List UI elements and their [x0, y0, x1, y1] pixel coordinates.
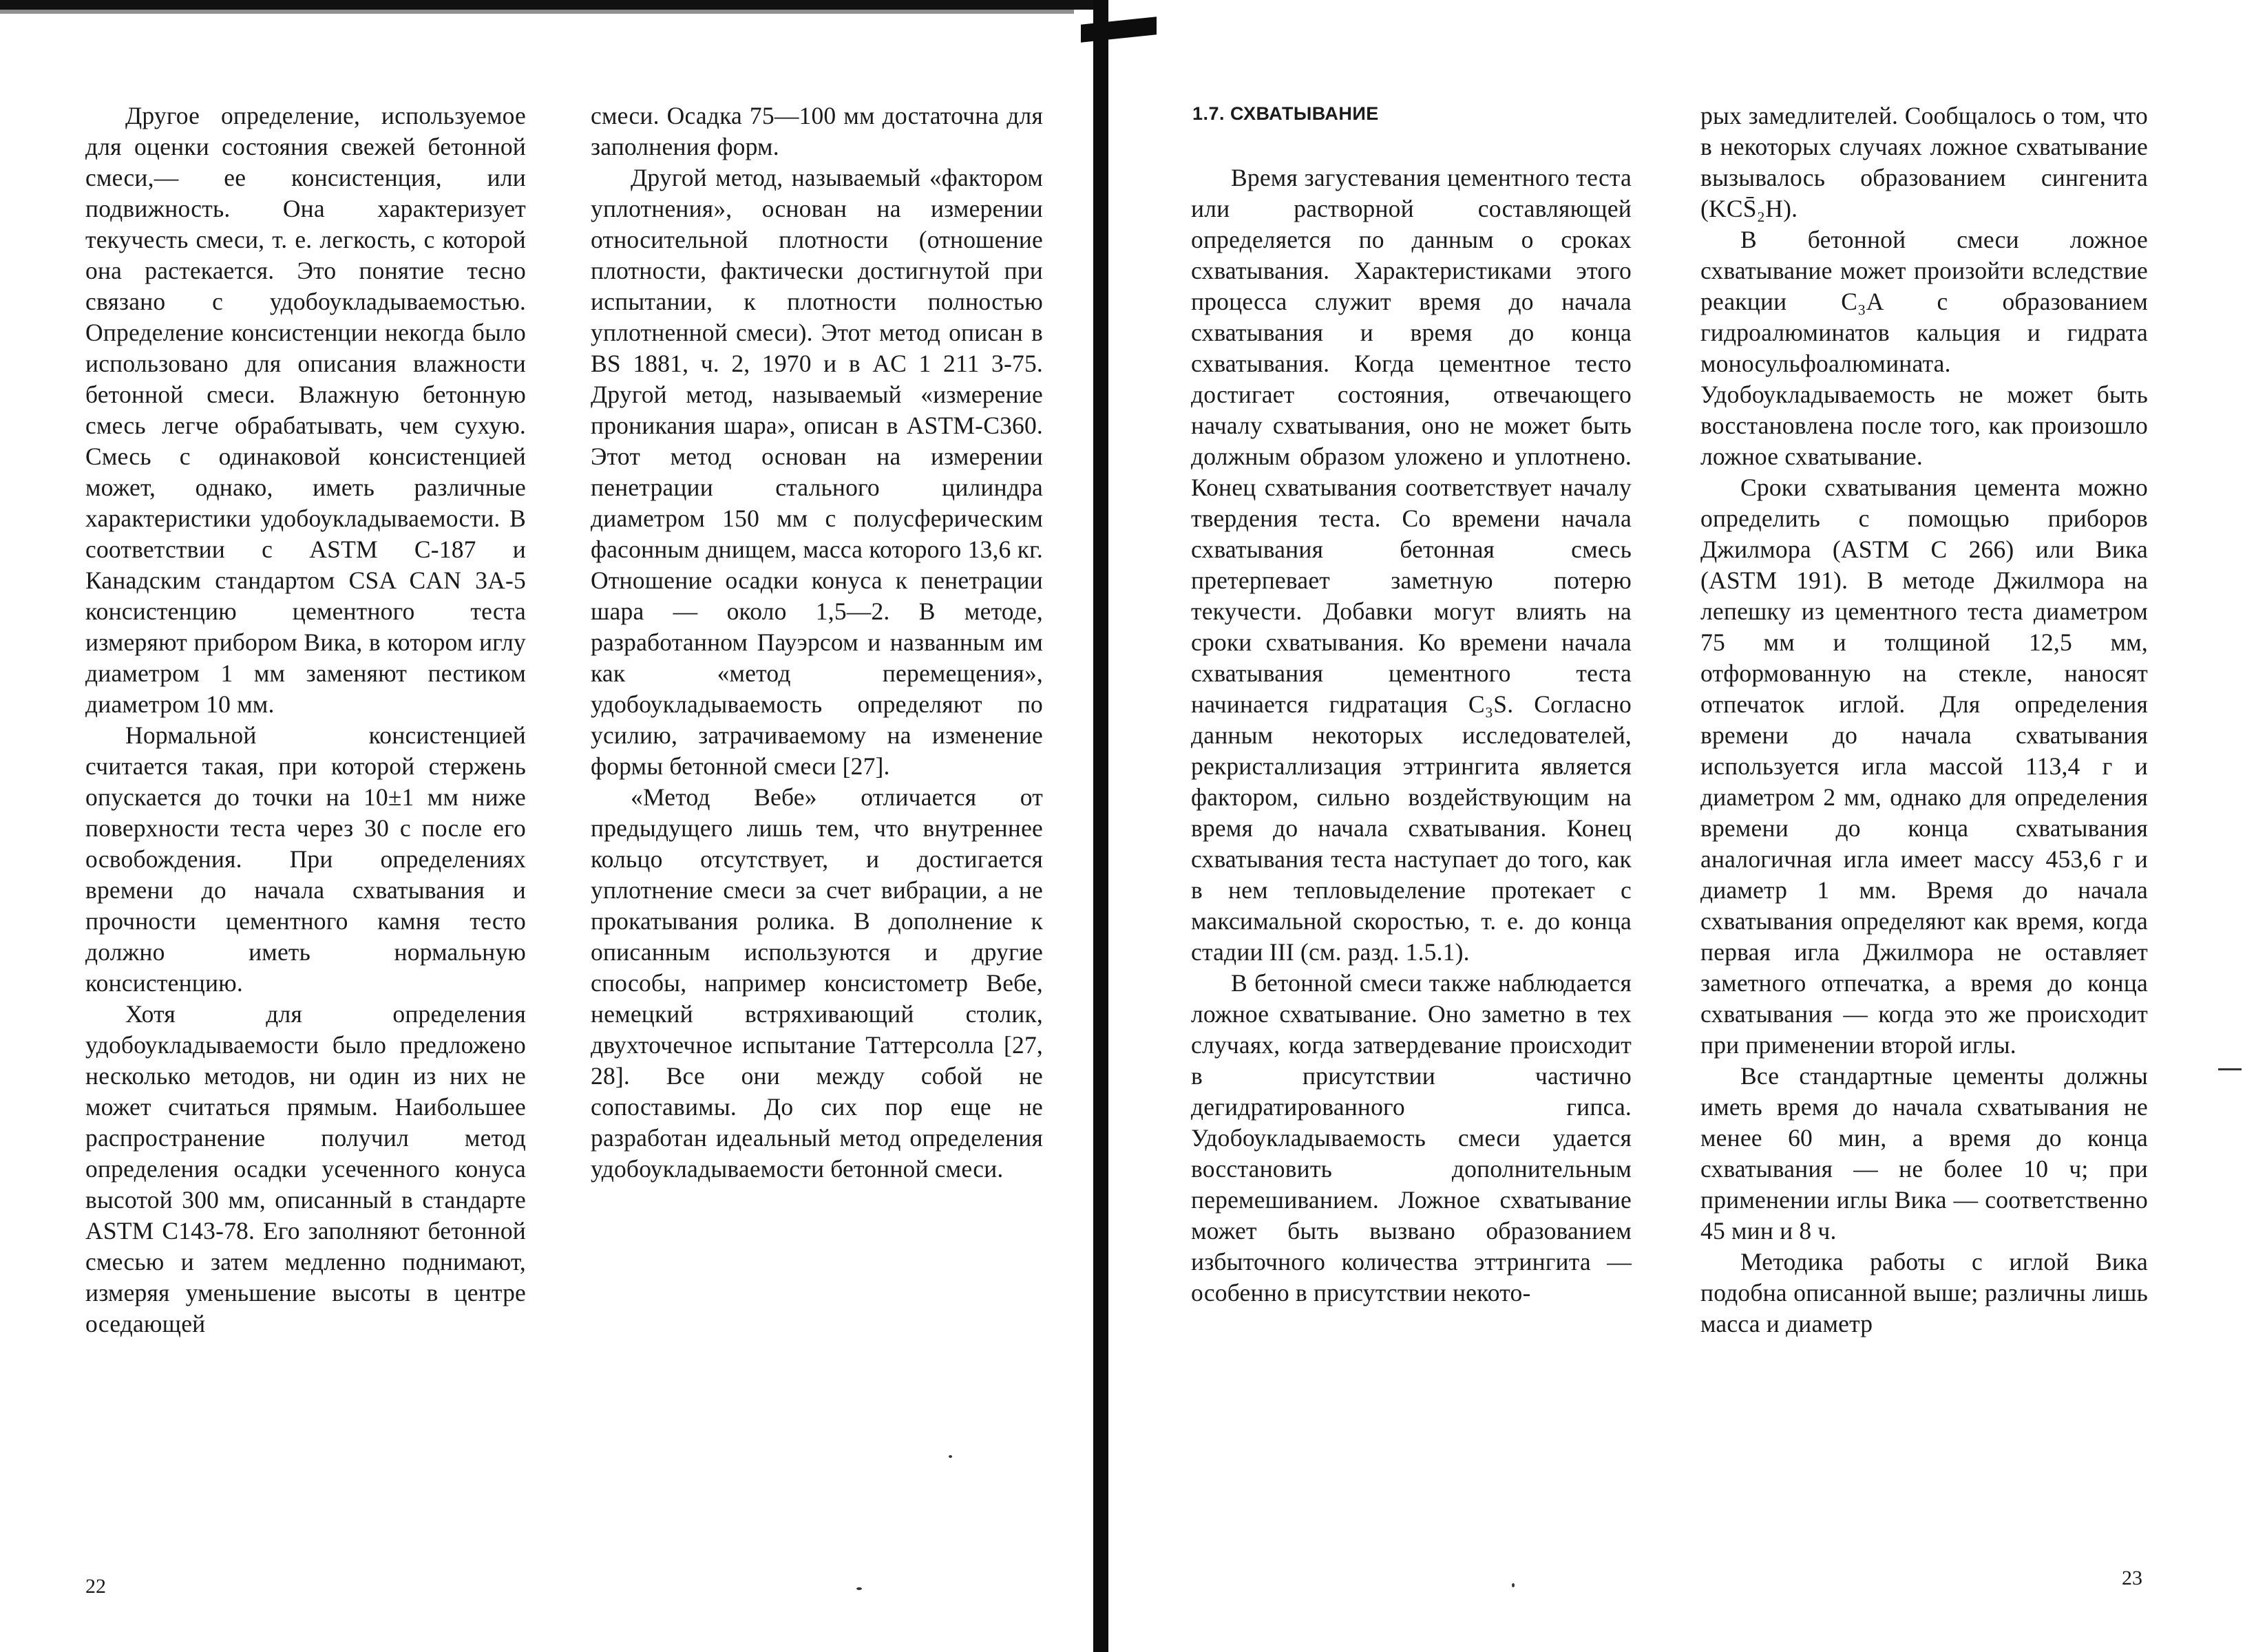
- paragraph: Все стандартные цементы должны иметь время до начала схватывания не менее 60 мин, а время до конца схватывания — не более 10 ч; при применении иглы Вика — соответственно 45 мин и 8 ч.: [1700, 1062, 2148, 1245]
- paragraph: Методика работы с иглой Вика подобна описанной выше; различны лишь масса и диаметр: [1700, 1248, 2148, 1337]
- paragraph: Нормальной консистенцией считается такая, при которой стержень опускается до точки на 10±1 мм ниже поверхности теста через 30 с после его освобождения. При определениях времени до начала схватывания и прочности цементного камня тесто должно иметь нормальную консистенцию.: [85, 721, 526, 997]
- left-page-column-1: [85, 100, 526, 1339]
- paragraph: В бетонной смеси также наблюдается ложное схватывание. Оно заметно в тех случаях, когда затвердевание происходит в присутствии частично дегидратированного гипса. Удобоукладываемость смеси удается восстановить дополнительным перемешиванием. Ложное схватывание может быть вызвано образованием избыточного количества эттрингита — особенно в присутствии некото-: [1191, 969, 1632, 1306]
- right-page-column-1: [1191, 162, 1632, 1309]
- book-spine-top: [1081, 17, 1157, 43]
- scan-top-edge-shadow: [0, 10, 1074, 14]
- scan-speck: [1512, 1583, 1515, 1587]
- scan-speck: [856, 1587, 862, 1590]
- margin-mark: [2218, 1068, 2242, 1070]
- paragraph: Другой метод, называемый «фактором уплотнения», основан на измерении относительной плотности (отношение плотности, фактически достигнутой при испытании, к плотности полностью уплотненной смеси). Этот метод описан в BS 1881, ч. 2, 1970 и в AC 1 211 3-75. Другой метод, называемый «измерение проникания шара», описан в ASTM-C360. Этот метод основан на измерении пенетрации стального цилиндра диаметром 150 мм с полусферическим фасонным днищем, масса которого 13,6 кг. Отношение осадки конуса к пенетрации шара — около 1,5—2. В методе, разработанном Пауэрсом и названным им как «метод перемещения», удобоукладываемость определяют по усилию, затрачиваемому на изменение формы бетонной смеси [27].: [591, 164, 1043, 780]
- paragraph: Время загустевания цементного теста или растворной составляющей определяется по данным о сроках схватывания. Характеристиками этого процесса служит время до начала схватывания и время до конца схватывания. Когда цементное тесто достигает состояния, отвечающего началу схватывания, оно не может быть должным образом уложено и уплотнено. Конец схватывания соответствует началу твердения теста. Со времени начала схватывания бетонная смесь претерпевает заметную потерю текучести. Добавки могут влиять на сроки схватывания. Ко времени начала схватывания цементного теста начинается гидратация C₃S. Согласно данным некоторых исследователей, рекристаллизация эттрингита является фактором, сильно воздействующим на время до начала схватывания. Конец схватывания теста наступает до того, как в нем тепловыделение протекает с максимальной скоростью, т. е. до конца стадии III (см. разд. 1.5.1).: [1191, 164, 1632, 966]
- scan-top-edge: [0, 0, 1095, 10]
- scan-speck: [949, 1455, 952, 1458]
- book-spine: [1093, 0, 1108, 1652]
- paragraph: «Метод Вебе» отличается от предыдущего лишь тем, что внутреннее кольцо отсутствует, и достигается уплотнение смеси за счет вибрации, а не прокатывания ролика. В дополнение к описанным используются и другие способы, например консистометр Вебе, немецкий встряхивающий столик, двухточечное испытание Таттерсолла [27, 28]. Все они между собой не сопоставимы. До сих пор еще не разработан идеальный метод определения удобоукладываемости бетонной смеси.: [591, 783, 1043, 1183]
- paragraph: Сроки схватывания цемента можно определить с помощью приборов Джилмора (ASTM C 266) или Вика (ASTM 191). В методе Джилмора на лепешку из цементного теста диаметром 75 мм и толщиной 12,5 мм, отформованную на стекле, наносят отпечаток иглой. Для определения времени до начала схватывания используется игла массой 113,4 г и диаметром 2 мм, однако для определения времени до конца схватывания аналогичная игла имеет массу 453,6 г и диаметр 1 мм. Время до начала схватывания определяют как время, когда первая игла Джилмора не оставляет заметного отпечатка, а время до конца схватывания — когда это же происходит при применении второй иглы.: [1700, 474, 2148, 1059]
- paragraph: Другое определение, используемое для оценки состояния свежей бетонной смеси,— ее консистенция, или подвижность. Она характеризует текучесть смеси, т. е. легкость, с которой она растекается. Это понятие тесно связано с удобоукладываемостью. Определение консистенции некогда было использовано для описания влажности бетонной смеси. Влажную бетонную смесь легче обрабатывать, чем сухую. Смесь с одинаковой консистенцией может, однако, иметь различные характеристики удобоукладываемости. В соответствии с ASTM C-187 и Канадским стандартом CSA CAN 3A-5 консистенцию цементного теста измеряют прибором Вика, в котором иглу диаметром 1 мм заменяют пестиком диаметром 10 мм.: [85, 102, 526, 718]
- paragraph: Хотя для определения удобоукладываемости было предложено несколько методов, ни один из них не может считаться прямым. Наибольшее распространение получил метод определения осадки усеченного конуса высотой 300 мм, описанный в стандарте ASTM C143-78. Его заполняют бетонной смесью и затем медленно поднимают, измеряя уменьшение высоты в центре оседающей: [85, 1000, 526, 1337]
- paragraph: В бетонной смеси ложное схватывание может произойти вследствие реакции C₃A с образованием гидроалюминатов кальция и гидрата моносульфоалюмината. Удобоукладываемость не может быть восстановлена после того, как произошло ложное схватывание.: [1700, 226, 2148, 470]
- right-page-column-2: [1700, 100, 2148, 1339]
- left-page-column-2: [591, 100, 1043, 1185]
- paragraph: рых замедлителей. Сообщалось о том, что в некоторых случаях ложное схватывание вызывалось образованием сингенита (KCS̄₂H).: [1700, 102, 2148, 222]
- page-number-right: 23: [2122, 1567, 2142, 1589]
- section-heading: 1.7. СХВАТЫВАНИЕ: [1192, 103, 1379, 124]
- page-number-left: 22: [85, 1575, 106, 1598]
- paragraph: смеси. Осадка 75—100 мм достаточна для заполнения форм.: [591, 102, 1043, 160]
